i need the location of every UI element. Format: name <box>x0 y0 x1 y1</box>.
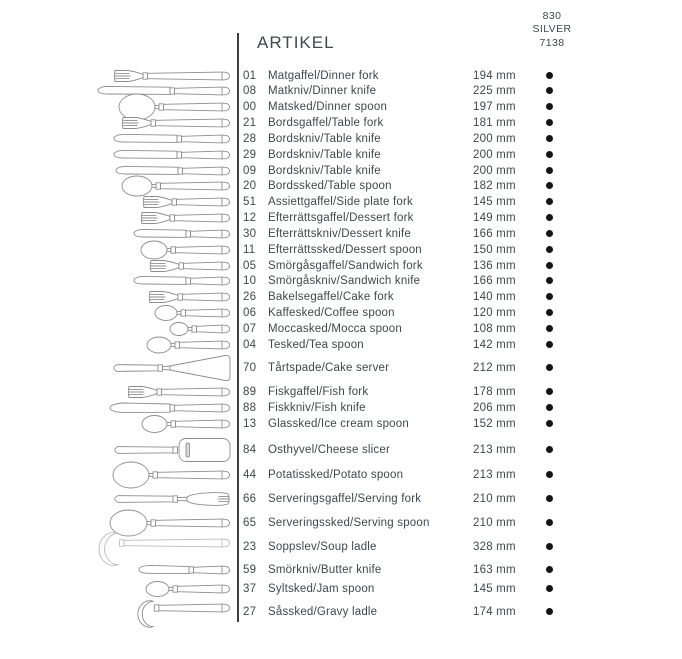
item-number: 10 <box>243 275 257 287</box>
item-length: 182 mm <box>473 180 516 192</box>
item-number: 09 <box>243 164 257 177</box>
series-header <box>512 10 592 50</box>
table-row <box>0 305 682 321</box>
item-length: 200 mm <box>473 149 516 161</box>
item-number: 84 <box>243 444 257 456</box>
item-name: Efterrättsgaffel/Dessert fork <box>268 212 414 224</box>
item-length: 213 mm <box>473 444 516 456</box>
table-row <box>0 115 682 131</box>
item-name: Matgaffel/Dinner fork <box>268 69 379 82</box>
item-name: Soppslev/Soup ladle <box>268 540 377 553</box>
item-length: 210 mm <box>473 516 516 529</box>
item-length: 200 mm <box>473 164 516 177</box>
item-name: Moccasked/Mocca spoon <box>268 323 402 335</box>
availability-dot <box>546 277 553 284</box>
item-number: 89 <box>243 386 257 398</box>
availability-dot <box>546 495 553 502</box>
availability-dot <box>546 608 553 615</box>
series-line: 7138 <box>539 36 565 49</box>
series-line: 830 <box>542 10 562 22</box>
series-line: SILVER <box>532 23 572 36</box>
availability-dot <box>546 585 553 592</box>
availability-dot <box>546 471 553 478</box>
item-name: Tårtspade/Cake server <box>268 362 390 374</box>
item-name: Smörgåsgaffel/Sandwich fork <box>268 259 423 272</box>
availability-dot <box>546 325 553 332</box>
item-length: 140 mm <box>473 291 516 303</box>
item-length: 206 mm <box>473 401 516 414</box>
item-number: 00 <box>243 101 257 113</box>
item-number: 20 <box>243 180 257 192</box>
item-name: Bakelsegaffel/Cake fork <box>268 291 394 303</box>
availability-dot <box>546 167 553 174</box>
item-number: 13 <box>243 417 257 430</box>
availability-dot <box>546 420 553 427</box>
item-length: 174 mm <box>473 605 516 618</box>
item-number: 05 <box>243 259 257 272</box>
table-row <box>0 178 682 194</box>
item-name: Tesked/Tea spoon <box>268 338 364 351</box>
item-number: 28 <box>243 133 257 145</box>
item-number: 29 <box>243 149 257 161</box>
item-length: 181 mm <box>473 117 516 129</box>
table-row <box>0 360 682 376</box>
item-length: 120 mm <box>473 307 516 319</box>
availability-dot <box>546 446 553 453</box>
table-row <box>0 163 682 179</box>
item-length: 136 mm <box>473 259 516 272</box>
table-row <box>0 467 682 483</box>
availability-dot <box>546 364 553 371</box>
availability-dot <box>546 214 553 221</box>
item-name: Matsked/Dinner spoon <box>268 101 388 113</box>
availability-dot <box>546 293 553 300</box>
availability-dot <box>546 87 553 94</box>
item-name: Serveringsgaffel/Serving fork <box>268 492 422 505</box>
availability-dot <box>546 103 553 110</box>
item-length: 166 mm <box>473 228 516 240</box>
item-number: 70 <box>243 362 257 374</box>
table-row <box>0 384 682 400</box>
availability-dot <box>546 262 553 269</box>
table-row <box>0 194 682 210</box>
item-number: 12 <box>243 212 257 224</box>
item-name: Kaffesked/Coffee spoon <box>268 307 395 319</box>
item-name: Bordssked/Table spoon <box>268 180 392 192</box>
availability-dot <box>546 151 553 158</box>
item-name: Osthyvel/Cheese slicer <box>268 444 390 456</box>
item-number: 88 <box>243 401 257 414</box>
availability-dot <box>546 388 553 395</box>
availability-dot <box>546 135 553 142</box>
table-row <box>0 147 682 163</box>
item-name: Syltsked/Jam spoon <box>268 583 375 595</box>
availability-dot <box>546 119 553 126</box>
item-number: 37 <box>243 583 257 595</box>
item-name: Smörkniv/Butter knife <box>268 564 382 576</box>
item-name: Bordskniv/Table knife <box>268 133 381 145</box>
item-number: 01 <box>243 69 257 82</box>
item-length: 145 mm <box>473 196 516 208</box>
item-name: Assiettgaffel/Side plate fork <box>268 196 413 208</box>
item-number: 08 <box>243 85 257 97</box>
table-row <box>0 442 682 458</box>
availability-dot <box>546 246 553 253</box>
item-length: 142 mm <box>473 338 516 351</box>
item-length: 152 mm <box>473 417 516 430</box>
item-name: Efterrättskniv/Dessert knife <box>268 228 412 240</box>
availability-dot <box>546 543 553 550</box>
item-number: 07 <box>243 323 257 335</box>
item-name: Glassked/Ice cream spoon <box>268 417 409 430</box>
item-name: Smörgåskniv/Sandwich knife <box>268 275 421 287</box>
table-row <box>0 581 682 597</box>
item-name: Efterrättssked/Dessert spoon <box>268 243 422 256</box>
table-row <box>0 416 682 432</box>
item-name: Bordskniv/Table knife <box>268 164 381 177</box>
availability-dot <box>546 566 553 573</box>
availability-dot <box>546 72 553 79</box>
item-number: 26 <box>243 291 257 303</box>
item-length: 163 mm <box>473 564 516 576</box>
item-number: 11 <box>243 243 256 256</box>
availability-dot <box>546 230 553 237</box>
table-row <box>0 289 682 305</box>
item-name: Bordsgaffel/Table fork <box>268 117 384 129</box>
availability-dot <box>546 198 553 205</box>
item-length: 225 mm <box>473 85 516 97</box>
availability-dot <box>546 404 553 411</box>
table-row <box>0 337 682 353</box>
item-length: 212 mm <box>473 362 516 374</box>
availability-dot <box>546 341 553 348</box>
item-name: Matkniv/Dinner knife <box>268 85 377 97</box>
table-row <box>0 131 682 147</box>
item-number: 65 <box>243 516 257 529</box>
item-name: Bordskniv/Table knife <box>268 149 381 161</box>
item-name: Såssked/Gravy ladle <box>268 605 378 618</box>
item-length: 149 mm <box>473 212 516 224</box>
table-row <box>0 273 682 289</box>
gravy-ladle-icon <box>130 594 231 638</box>
table-row <box>0 491 682 507</box>
item-name: Serveringssked/Serving spoon <box>268 516 430 529</box>
table-row <box>0 604 682 620</box>
table-row <box>0 321 682 337</box>
item-length: 150 mm <box>473 243 516 256</box>
item-length: 200 mm <box>473 133 516 145</box>
item-name: Potatissked/Potato spoon <box>268 468 404 481</box>
item-length: 145 mm <box>473 583 516 595</box>
item-number: 59 <box>243 564 257 576</box>
availability-dot <box>546 309 553 316</box>
item-length: 328 mm <box>473 540 516 553</box>
item-number: 23 <box>243 540 257 553</box>
item-number: 21 <box>243 117 257 129</box>
item-name: Fiskgaffel/Fish fork <box>268 386 369 398</box>
availability-dot <box>546 182 553 189</box>
item-name: Fiskkniv/Fish knife <box>268 401 366 414</box>
table-row <box>0 258 682 274</box>
item-number: 06 <box>243 307 257 319</box>
item-length: 197 mm <box>473 101 516 113</box>
item-number: 30 <box>243 228 257 240</box>
item-length: 178 mm <box>473 386 516 398</box>
table-row <box>0 242 682 258</box>
page-title: ARTIKEL <box>257 33 335 52</box>
availability-dot <box>546 519 553 526</box>
item-number: 04 <box>243 338 257 351</box>
item-length: 194 mm <box>473 69 516 82</box>
item-length: 166 mm <box>473 275 516 287</box>
item-length: 213 mm <box>473 468 516 481</box>
table-row <box>0 226 682 242</box>
item-number: 27 <box>243 605 257 618</box>
item-number: 51 <box>243 196 257 208</box>
table-row <box>0 400 682 416</box>
table-row <box>0 210 682 226</box>
item-number: 44 <box>243 468 257 481</box>
item-length: 210 mm <box>473 492 516 505</box>
item-number: 66 <box>243 492 257 505</box>
item-length: 108 mm <box>473 323 516 335</box>
